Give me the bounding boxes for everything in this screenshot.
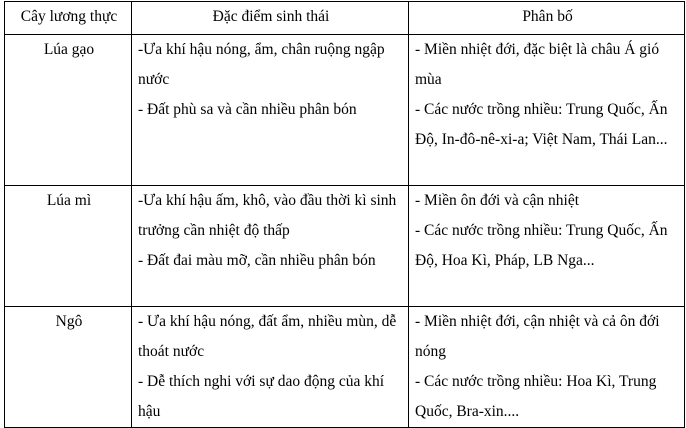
ecology-line: -Ưa khí hậu ấm, khô, vào đầu thời kì sinh trưởng cần nhiệt độ thấp (138, 192, 397, 239)
table-header-row (5, 2, 685, 35)
table-row (5, 35, 685, 186)
distribution-cell (409, 35, 685, 186)
distribution-line: - Các nước trồng nhiều: Trung Quốc, Ấn Độ, In-đô-nê-xi-a; Việt Nam, Thái Lan... (415, 101, 668, 148)
ecology-line: -Ưa khí hậu nóng, ẩm, chân ruộng ngập nước (138, 41, 385, 88)
table-row (5, 186, 685, 307)
distribution-line: - Các nước trồng nhiều: Hoa Kì, Trung Quốc, Bra-xin.... (415, 373, 657, 420)
ecology-cell (132, 35, 409, 186)
crop-ecology-table (4, 1, 685, 428)
ecology-line: - Đất đai màu mỡ, cần nhiều phân bón (138, 252, 376, 269)
distribution-line: - Miền nhiệt đới, đặc biệt là châu Á gió mùa (415, 41, 660, 88)
header-ecology: Đặc điểm sinh thái (132, 2, 409, 35)
distribution-line: - Các nước trồng nhiều: Trung Quốc, Ấn Độ, Hoa Kì, Pháp, LB Nga... (415, 222, 668, 269)
crop-name-cell: Ngô (5, 307, 132, 428)
header-distribution: Phân bố (409, 2, 685, 35)
distribution-line: - Miền nhiệt đới, cận nhiệt và cả ôn đới nóng (415, 313, 660, 360)
ecology-cell (132, 307, 409, 428)
header-crop: Cây lương thực (5, 2, 132, 35)
table-row (5, 307, 685, 428)
crop-name-cell: Lúa gạo (5, 35, 132, 186)
ecology-line: - Dễ thích nghi với sự dao động của khí hậu (138, 373, 385, 420)
ecology-line: - Ưa khí hậu nóng, đất ẩm, nhiều mùn, dễ thoát nước (138, 313, 397, 360)
distribution-cell (409, 307, 685, 428)
crop-name-cell: Lúa mì (5, 186, 132, 307)
ecology-cell (132, 186, 409, 307)
distribution-cell (409, 186, 685, 307)
ecology-line: - Đất phù sa và cần nhiều phân bón (138, 101, 357, 118)
distribution-line: - Miền ôn đới và cận nhiệt (415, 192, 580, 209)
